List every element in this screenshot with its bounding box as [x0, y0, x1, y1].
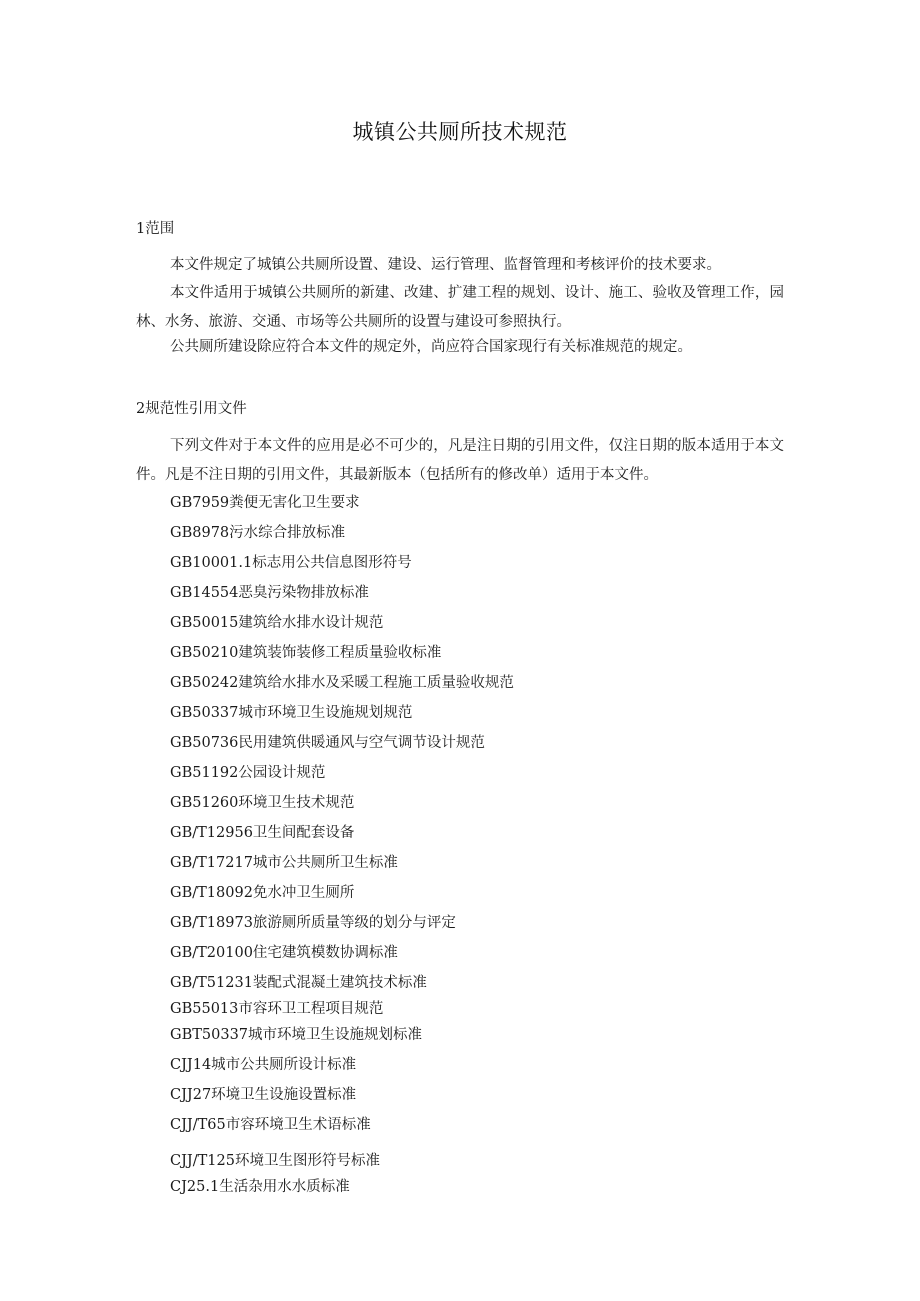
reference-item: GB50210建筑装饰装修工程质量验收标准 — [170, 645, 442, 661]
reference-item: GB/T51231装配式混凝土建筑技术标准 — [170, 975, 427, 991]
section-heading-scope: 1范围 — [136, 221, 175, 237]
scope-paragraph: 本文件规定了城镇公共厕所设置、建设、运行管理、监督管理和考核评价的技术要求。 — [170, 257, 721, 273]
reference-item: GB/T17217城市公共厕所卫生标准 — [170, 855, 398, 871]
references-intro-paragraph: 下列文件对于本文件的应用是必不可少的，凡是注日期的引用文件，仅注日期的版本适用于本文件。凡是不注日期的引用文件，其最新版本（包括所有的修改单）适用于本文件。 — [136, 438, 784, 483]
scope-paragraph: 公共厕所建设除应符合本文件的规定外，尚应符合国家现行有关标准规范的规定。 — [170, 339, 692, 355]
reference-list — [170, 488, 514, 1202]
reference-item: GB50242建筑给水排水及采暖工程施工质量验收规范 — [170, 675, 514, 691]
section-heading-normative-references: 2规范性引用文件 — [136, 401, 247, 417]
reference-item: GB50015建筑给水排水设计规范 — [170, 615, 384, 631]
reference-item: GB14554恶臭污染物排放标准 — [170, 585, 369, 601]
reference-item: CJJ/T125环境卫生图形符号标准 — [170, 1153, 380, 1169]
reference-item: GB/T18092免水冲卫生厕所 — [170, 885, 355, 901]
reference-item: GB/T20100住宅建筑模数协调标准 — [170, 945, 398, 961]
reference-item: CJJ14城市公共厕所设计标准 — [170, 1057, 357, 1073]
reference-item: GB51192公园设计规范 — [170, 765, 326, 781]
scope-paragraph: 本文件适用于城镇公共厕所的新建、改建、扩建工程的规划、设计、施工、验收及管理工作，园林、水务、旅游、交通、市场等公共厕所的设置与建设可参照执行。 — [136, 285, 784, 330]
reference-item: GB7959粪便无害化卫生要求 — [170, 495, 360, 511]
reference-item: CJJ/T65市容环境卫生术语标准 — [170, 1117, 371, 1133]
reference-item: GB55013市容环卫工程项目规范 — [170, 1001, 384, 1017]
reference-item: GB10001.1标志用公共信息图形符号 — [170, 555, 412, 571]
reference-item: CJ25.1生活杂用水水质标准 — [170, 1179, 350, 1195]
reference-item: GB50736民用建筑供暖通风与空气调节设计规范 — [170, 735, 485, 751]
reference-item: GBT50337城市环境卫生设施规划标准 — [170, 1027, 423, 1043]
page-title: 城镇公共厕所技术规范 — [352, 120, 568, 144]
reference-item: GB/T18973旅游厕所质量等级的划分与评定 — [170, 915, 456, 931]
reference-item: GB50337城市环境卫生设施规划规范 — [170, 705, 413, 721]
reference-item: GB51260环境卫生技术规范 — [170, 795, 355, 811]
reference-item: GB/T12956卫生间配套设备 — [170, 825, 355, 841]
reference-item: GB8978污水综合排放标准 — [170, 525, 346, 541]
reference-item: CJJ27环境卫生设施设置标准 — [170, 1087, 357, 1103]
